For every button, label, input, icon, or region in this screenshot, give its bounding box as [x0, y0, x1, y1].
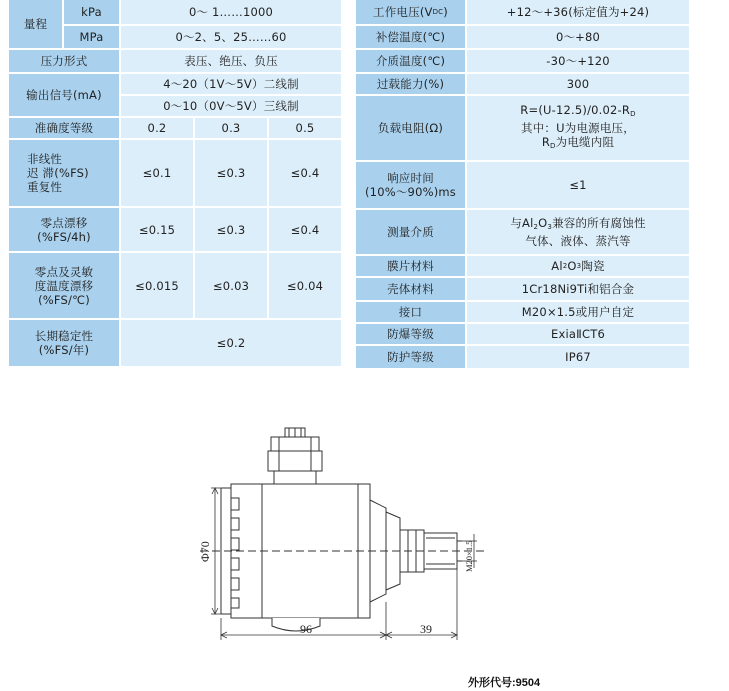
diaphragm-value [467, 256, 689, 276]
load-note-cable-suffix: 为电缆内阻 [555, 135, 615, 149]
dimension-drawing [0, 395, 729, 691]
temp-drift-label-line: 度温度漂移 [34, 278, 94, 293]
dim-thread-label: M20×1.5 [464, 540, 474, 572]
temp-drift-value-2: ≤0.03 [195, 253, 267, 318]
medium-value-line2: 气体、液体、蒸汽等 [525, 234, 631, 248]
load-note-cable [542, 135, 614, 153]
nonlinearity-label-line: 重复性 [27, 180, 63, 194]
range-unit-mpa: MPa [64, 26, 119, 48]
load-note-cable-sub: D [550, 142, 556, 150]
medium-line1-mid: O [538, 216, 548, 230]
diaphragm-mid: O [567, 259, 577, 273]
zero-drift-value-2: ≤0.3 [195, 208, 267, 251]
load-note-line: 其中：U为电源电压， [521, 121, 635, 135]
range-value-mpa: 0～2、5、25……60 [121, 26, 341, 48]
protection-label: 防护等级 [356, 346, 465, 368]
zero-drift-label-line: 零点漂移 [40, 215, 88, 230]
pressure-type-label: 压力形式 [9, 50, 119, 72]
response-label [356, 162, 465, 208]
connector-label: 接口 [356, 302, 465, 322]
accuracy-value-3: 0.5 [269, 118, 341, 138]
range-value-kpa: 0～ 1……1000 [121, 0, 341, 24]
stability-value: ≤0.2 [121, 320, 341, 366]
accuracy-value-1: 0.2 [121, 118, 193, 138]
medium-line1-sub1: 2 [533, 223, 539, 231]
nonlinearity-label-line: 非线性 [27, 152, 63, 166]
diaphragm-prefix: Al [551, 259, 563, 273]
medium-label: 测量介质 [356, 210, 465, 254]
accuracy-value-2: 0.3 [195, 118, 267, 138]
response-value: ≤1 [467, 162, 689, 208]
outline-code-caption: 外形代号:9504 [468, 677, 541, 689]
temp-drift-label [9, 253, 119, 318]
housing-label: 壳体材料 [356, 278, 465, 300]
temp-drift-value-1: ≤0.015 [121, 253, 193, 318]
overload-value: 300 [467, 74, 689, 94]
supply-value: +12～+36(标定值为+24) [467, 0, 689, 24]
zero-drift-value-3: ≤0.4 [269, 208, 341, 251]
nonlinearity-value-2: ≤0.3 [195, 140, 267, 206]
medium-line1-suffix: 兼容的所有腐蚀性 [552, 216, 646, 230]
zero-drift-label-line: (%FS/4h) [37, 229, 91, 244]
stability-label-line: (%FS/年) [38, 343, 90, 357]
output-label: 输出信号(mA) [9, 74, 119, 116]
diaphragm-label: 膜片材料 [356, 256, 465, 276]
load-formula-sub: D [630, 110, 636, 118]
pressure-type-value: 表压、绝压、负压 [121, 50, 341, 72]
connector-value: M20×1.5或用户自定 [467, 302, 689, 322]
diaphragm-suffix: 陶瓷 [581, 259, 605, 273]
accuracy-label: 准确度等级 [9, 118, 119, 138]
diaphragm-sub2: 3 [576, 262, 582, 270]
load-formula [520, 103, 635, 121]
load-value [467, 96, 689, 160]
supply-label [356, 0, 465, 24]
load-formula-prefix: R=(U-12.5)/0.02-R [520, 103, 631, 117]
nonlinearity-value-3: ≤0.4 [269, 140, 341, 206]
zero-drift-value-1: ≤0.15 [121, 208, 193, 251]
range-label: 量程 [9, 0, 62, 48]
explosion-label: 防爆等级 [356, 324, 465, 344]
protection-value: IP67 [467, 346, 689, 368]
stability-label-line: 长期稳定性 [34, 329, 94, 343]
diaphragm-sub1: 2 [562, 262, 568, 270]
temp-drift-value-3: ≤0.04 [269, 253, 341, 318]
nonlinearity-label [9, 140, 119, 206]
temp-drift-label-line: (%FS/℃) [38, 292, 90, 307]
stability-label [9, 320, 119, 366]
zero-drift-label [9, 208, 119, 251]
dim-diameter-label: Φ70 [198, 541, 212, 562]
explosion-value: ExiaⅡCT6 [467, 324, 689, 344]
medium-temp-label: 介质温度(℃) [356, 50, 465, 72]
nonlinearity-label-line: 迟 滞(%FS) [27, 166, 89, 180]
comp-temp-label: 补偿温度(℃) [356, 26, 465, 48]
output-value-2wire: 4～20（1V～5V）二线制 [121, 74, 341, 94]
medium-temp-value: -30～+120 [467, 50, 689, 72]
medium-line1-prefix: 与Al [510, 216, 534, 230]
load-note-cable-prefix: R [541, 135, 551, 149]
medium-value-line1 [510, 216, 645, 234]
temp-drift-label-line: 零点及灵敏 [34, 264, 94, 279]
overload-label: 过载能力(%) [356, 74, 465, 94]
supply-label-sub: DC [432, 8, 444, 16]
comp-temp-value: 0～+80 [467, 26, 689, 48]
supply-label-suffix: ) [443, 5, 448, 19]
nonlinearity-value-1: ≤0.1 [121, 140, 193, 206]
medium-line1-sub2: 3 [547, 223, 553, 231]
range-unit-kpa: kPa [64, 0, 119, 24]
response-label-line: (10%～90%)ms [365, 185, 456, 199]
dim-connector-length-label: 39 [420, 622, 432, 636]
housing-value: 1Cr18Ni9Ti和铝合金 [467, 278, 689, 300]
load-label: 负载电阻(Ω) [356, 96, 465, 160]
output-value-3wire: 0～10（0V～5V）三线制 [121, 96, 341, 116]
response-label-line: 响应时间 [387, 171, 434, 185]
supply-label-prefix: 工作电压(V [373, 5, 433, 19]
dim-body-length-label: 96 [300, 622, 312, 636]
medium-value [467, 210, 689, 254]
